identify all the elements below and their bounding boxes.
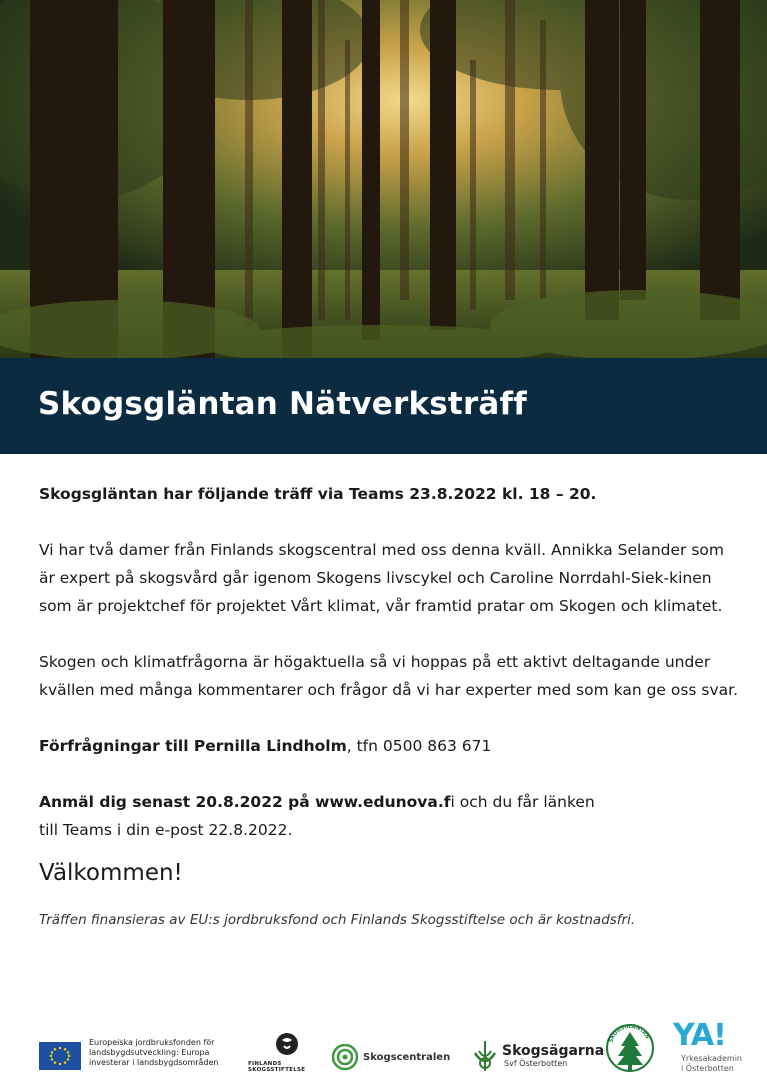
skogsagarna-sub: Svf Österbotten (504, 1059, 568, 1068)
welcome-text: Välkommen! (39, 860, 183, 886)
skogsstiftelse-logo (248, 1032, 326, 1076)
skogscentralen-text: Skogscentralen (363, 1051, 451, 1063)
financing-note: Träffen finansieras av EU:s jordbruksfond och Finlands Skogsstiftelse och är kostnadsfri. (39, 912, 636, 928)
ya-text: YA! (673, 1018, 726, 1053)
skogscentralen-logo (332, 1042, 450, 1072)
skogsagarna-text: Skogsägarna (502, 1043, 605, 1059)
register-rest: i och du får länken (450, 793, 595, 811)
register-line (39, 788, 739, 816)
inquiry-line (39, 732, 739, 760)
skogsagarna-icon (471, 1039, 499, 1073)
paragraph-2: Skogen och klimatfrågorna är högaktuella så vi hoppas på ett aktivt deltagande under kvällen med många kommentarer och frågor då vi har experter med som kan ge oss svar. (39, 653, 739, 699)
ya-sub-2: i Österbotten (681, 1064, 734, 1073)
skogscentralen-icon (332, 1044, 358, 1070)
skogsagarna-logo (471, 1038, 604, 1074)
page-title: Skogsgläntan Nätverksträff (38, 386, 527, 422)
ya-sub-1: Yrkesakademin (681, 1054, 742, 1063)
register-label[interactable]: Anmäl dig senast 20.8.2022 på www.edunova.f (39, 793, 451, 811)
skogsglantan-logo (604, 1020, 656, 1076)
title-band (0, 358, 767, 454)
paragraph-1: Vi har två damer från Finlands skogscentral med oss denna kväll. Annikka Selander som är expert på skogsvård går igenom Skogens livscykel och Caroline Norrdahl-Siek-kinen som är projektchef för projektet Vårt klimat, vår framtid pratar om Skogen och klimatet. (39, 541, 725, 615)
hero-image (0, 0, 767, 358)
inquiry-label: Förfrågningar till Pernilla Lindholm (39, 737, 347, 755)
skogsglantan-text: SKOGSGLÄNTAN (608, 1023, 651, 1044)
inquiry-phone: , tfn 0500 863 671 (346, 737, 492, 755)
content (39, 480, 739, 934)
eu-fund-text: Europeiska jordbruksfonden för landsbygdsutveckling: Europa investerar i landsbygdsområden (89, 1038, 219, 1067)
eu-flag-icon (39, 1042, 81, 1070)
skogsglantan-icon (604, 1020, 656, 1076)
skogsstiftelse-text: FINLANDS SKOGSSTIFTELSE (248, 1061, 306, 1073)
skogsstiftelse-icon (272, 1032, 302, 1056)
yrkesakademin-logo (673, 1020, 767, 1074)
register-line-2: till Teams i din e-post 22.8.2022. (39, 821, 293, 839)
forest-photo (0, 0, 767, 358)
footer-logos (0, 1018, 767, 1090)
lead-text: Skogsgläntan har följande träff via Teams 23.8.2022 kl. 18 – 20. (39, 485, 597, 503)
